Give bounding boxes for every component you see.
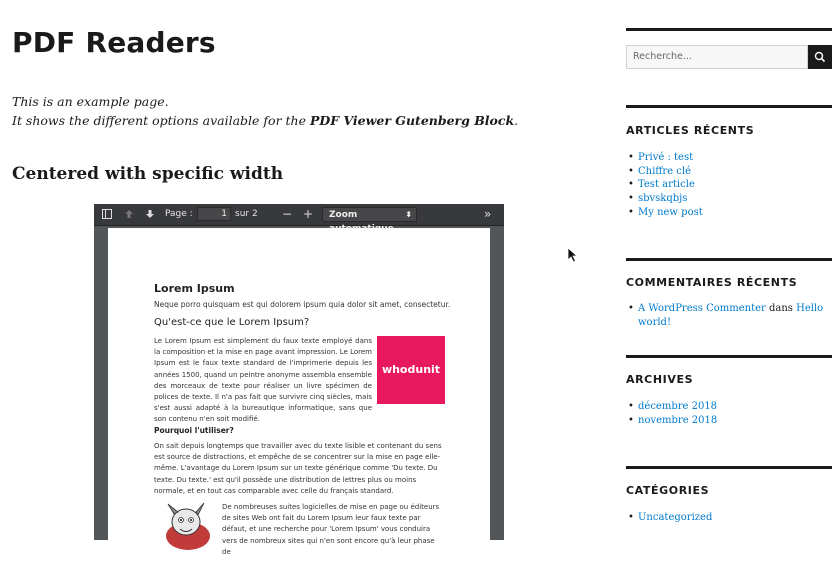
list-item [626,165,703,179]
comment-post-link[interactable]: Hello world! [638,303,824,328]
recent-article-link[interactable]: My new post [638,206,703,218]
arrow-down-icon[interactable] [145,204,155,225]
recent-article-link[interactable]: sbvskqbjs [638,193,688,205]
archive-link[interactable]: décembre 2018 [638,401,718,412]
sidebar-toggle-icon[interactable] [102,204,112,225]
recent-comments-title: COMMENTAIRES RÉCENTS [626,276,798,289]
archives-title: ARCHIVES [626,373,694,386]
pdf-title: Lorem Ipsum [154,282,235,295]
intro-text [12,92,518,130]
list-item [626,414,717,428]
recent-articles-title: ARTICLES RÉCENTS [626,124,755,137]
sidebar-divider [626,258,832,261]
chevron-down-icon: ⬍ [405,210,412,219]
double-chevron-right-icon[interactable]: » [484,207,492,221]
intro-line-2-prefix: It shows the different options available for the [12,113,310,128]
sidebar-divider [626,28,832,31]
intro-line-1: This is an example page. [12,94,169,109]
recent-comments-list [626,302,840,329]
page-title: PDF Readers [12,26,216,59]
list-item [626,511,712,525]
recent-articles-list [626,151,703,220]
recent-article-link[interactable]: Chiffre clé [638,165,691,177]
intro-line-2-suffix: . [514,113,519,128]
pdf-page [108,228,490,568]
pdf-paragraph-1: Le Lorem Ipsum est simplement du faux texte employé dans la composition et la mise en page avant impression. Le Lorem Ipsum est le faux texte standard de l'imprimerie depuis les années 1500, quand un peintre anonyme assembla ensemble des morceaux de texte pour réaliser un livre spécimen de polices de texte. Il n'a pas fait que survivre cinq siècles, mais s'est aussi adapté à la bureautique informatique, sans que son contenu n'en soit modifié. [154,337,372,424]
categories-list [626,511,712,525]
list-item [626,192,703,206]
pdf-heading-2: Qu'est-ce que le Lorem Ipsum? [154,317,310,328]
intro-line-2 [12,111,518,130]
plus-icon[interactable]: + [303,207,314,221]
pdf-subtitle-line: Neque porro quisquam est qui dolorem ipsum quia dolor sit amet, consectetur. [154,300,451,309]
section-title: Centered with specific width [12,164,284,184]
sidebar-divider [626,355,832,358]
page-total: sur 2 [235,209,258,219]
mouse-cursor-icon [567,247,579,263]
category-link[interactable]: Uncategorized [638,512,713,523]
cartoon-goat-icon [158,500,214,550]
zoom-select[interactable] [322,207,417,222]
intro-line-2-bold: PDF Viewer Gutenberg Block [309,113,515,128]
recent-article-link[interactable]: Privé : test [638,152,694,163]
list-item [626,302,840,329]
list-item [626,151,703,165]
page-label: Page : [165,209,193,219]
sidebar-divider [626,466,832,469]
archive-link[interactable]: novembre 2018 [638,414,718,426]
pdf-heading-3: Pourquoi l'utiliser? [154,426,234,435]
whodunit-logo: whodunit [377,336,445,404]
recent-article-link[interactable]: Test article [638,179,695,191]
list-item [626,206,703,220]
comment-author-link[interactable]: A WordPress Commenter [638,303,766,314]
minus-icon[interactable]: − [282,207,293,221]
comment-connector: dans [765,303,797,314]
page-number-input[interactable]: 1 [197,207,231,221]
sidebar-divider [626,105,832,108]
search-icon [808,45,832,69]
pdf-viewer[interactable] [94,204,504,556]
pdf-paragraph-2: On sait depuis longtemps que travailler avec du texte lisible et contenant du sens est source de distractions, et empêche de se concentrer sur la mise en page elle-même. L'avantage du Lorem Ipsum sur un texte générique comme 'Du texte. Du texte. Du texte.' est qu'il possède une distribution de lettres plus ou moins normale, et en tout cas comparable avec celle du français standard. [154,442,442,495]
search-button[interactable] [808,45,832,69]
arrow-up-icon[interactable] [124,204,134,225]
list-item [626,400,717,414]
archives-list [626,400,717,427]
search-input[interactable]: Recherche... [626,45,808,69]
pdf-paragraph-3: De nombreuses suites logicielles de mise en page ou éditeurs de sites Web ont fait du Lorem Ipsum leur faux texte par défaut, et une recherche pour 'Lorem Ipsum' vous conduira vers de nombreux sites qui n'en sont encore qu'à leur phase de [222,503,440,556]
viewer-toolbar [94,204,504,226]
list-item [626,178,703,192]
categories-title: CATÉGORIES [626,484,710,497]
zoom-value: Zoom [329,210,358,220]
